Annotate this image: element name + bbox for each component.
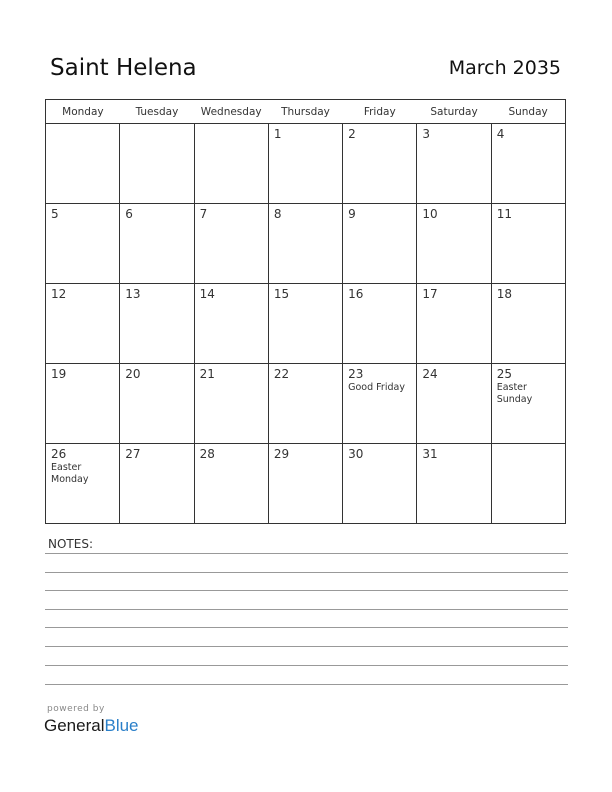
calendar-day-cell bbox=[46, 124, 120, 204]
day-number: 29 bbox=[273, 447, 290, 461]
holiday-label: Good Friday bbox=[348, 382, 405, 393]
note-line bbox=[45, 646, 568, 647]
calendar-day-cell bbox=[194, 204, 268, 284]
calendar-day-cell bbox=[417, 284, 491, 364]
day-number: 22 bbox=[273, 367, 290, 381]
weekday-header: Sunday bbox=[491, 100, 565, 124]
calendar-day-cell bbox=[417, 444, 491, 524]
day-number: 17 bbox=[422, 287, 438, 301]
day-number: 15 bbox=[273, 287, 290, 301]
day-number: 9 bbox=[348, 207, 356, 221]
calendar-day-cell bbox=[120, 364, 194, 444]
day-number: 13 bbox=[125, 287, 141, 301]
note-line bbox=[45, 590, 568, 591]
calendar-week-row bbox=[46, 124, 566, 204]
holiday-label: Easter Sunday bbox=[496, 382, 533, 405]
calendar-day-cell bbox=[194, 124, 268, 204]
calendar-day-cell bbox=[491, 124, 565, 204]
calendar-day-cell bbox=[268, 444, 342, 524]
weekday-header-row bbox=[46, 100, 566, 124]
day-number: 28 bbox=[199, 447, 215, 461]
day-number: 1 bbox=[273, 127, 282, 141]
day-number: 10 bbox=[422, 207, 438, 221]
day-number: 5 bbox=[51, 207, 59, 221]
calendar-day-cell bbox=[491, 364, 565, 444]
note-line bbox=[45, 572, 568, 573]
note-line bbox=[45, 609, 568, 610]
calendar-day-cell bbox=[268, 124, 342, 204]
calendar-week-row bbox=[46, 204, 566, 284]
note-line bbox=[45, 553, 568, 554]
calendar-day-cell bbox=[46, 284, 120, 364]
calendar-day-cell bbox=[120, 204, 194, 284]
day-number: 26 bbox=[51, 447, 67, 461]
notes-label: NOTES: bbox=[48, 537, 93, 551]
note-line bbox=[45, 627, 568, 628]
day-number: 21 bbox=[199, 367, 215, 381]
calendar-day-cell bbox=[343, 124, 417, 204]
day-number: 25 bbox=[496, 367, 512, 381]
weekday-header: Wednesday bbox=[194, 100, 268, 124]
calendar-day-cell bbox=[491, 284, 565, 364]
holiday-label: Easter Monday bbox=[51, 462, 89, 485]
day-number: 3 bbox=[422, 127, 431, 141]
weekday-header: Friday bbox=[343, 100, 417, 124]
calendar-day-cell bbox=[417, 124, 491, 204]
day-number: 24 bbox=[422, 367, 438, 381]
day-number: 23 bbox=[348, 367, 364, 381]
day-number: 14 bbox=[199, 287, 215, 301]
day-number: 12 bbox=[51, 287, 67, 301]
weekday-header: Saturday bbox=[417, 100, 491, 124]
note-line bbox=[45, 665, 568, 666]
day-number: 31 bbox=[422, 447, 438, 461]
calendar-day-cell bbox=[194, 444, 268, 524]
calendar-day-cell bbox=[417, 204, 491, 284]
calendar-week-row bbox=[46, 284, 566, 364]
day-number: 27 bbox=[125, 447, 141, 461]
calendar-day-cell bbox=[343, 364, 417, 444]
calendar-day-cell bbox=[491, 204, 565, 284]
weekday-header: Monday bbox=[46, 100, 120, 124]
calendar-day-cell bbox=[120, 444, 194, 524]
brand-general: General bbox=[44, 716, 105, 735]
day-number: 16 bbox=[348, 287, 364, 301]
calendar-month: March 2035 bbox=[448, 57, 561, 79]
day-number: 19 bbox=[51, 367, 67, 381]
calendar-day-cell bbox=[343, 204, 417, 284]
calendar-day-cell bbox=[343, 284, 417, 364]
day-number: 7 bbox=[199, 207, 208, 221]
calendar-day-cell bbox=[46, 204, 120, 284]
calendar-day-cell bbox=[268, 204, 342, 284]
weekday-header: Tuesday bbox=[120, 100, 194, 124]
calendar-title: Saint Helena bbox=[50, 55, 197, 81]
day-number: 4 bbox=[496, 127, 505, 141]
calendar-week-row bbox=[46, 364, 566, 444]
calendar-week-row bbox=[46, 444, 566, 524]
calendar-grid bbox=[45, 99, 566, 524]
calendar-day-cell bbox=[491, 444, 565, 524]
weekday-header: Thursday bbox=[268, 100, 342, 124]
day-number: 30 bbox=[348, 447, 364, 461]
powered-by-label: powered by bbox=[47, 704, 105, 714]
calendar-day-cell bbox=[46, 364, 120, 444]
calendar-day-cell bbox=[268, 284, 342, 364]
calendar-day-cell bbox=[194, 284, 268, 364]
day-number: 2 bbox=[348, 127, 356, 141]
calendar-day-cell bbox=[120, 284, 194, 364]
day-number: 8 bbox=[273, 207, 282, 221]
day-number: 6 bbox=[125, 207, 133, 221]
calendar-day-cell bbox=[120, 124, 194, 204]
day-number: 20 bbox=[125, 367, 141, 381]
calendar-day-cell bbox=[343, 444, 417, 524]
day-number: 11 bbox=[496, 207, 512, 221]
brand-logo bbox=[44, 716, 139, 736]
brand-blue: Blue bbox=[104, 716, 139, 735]
note-line bbox=[45, 684, 568, 685]
calendar-day-cell bbox=[194, 364, 268, 444]
day-number: 18 bbox=[496, 287, 512, 301]
calendar-day-cell bbox=[46, 444, 120, 524]
calendar-day-cell bbox=[268, 364, 342, 444]
calendar-day-cell bbox=[417, 364, 491, 444]
